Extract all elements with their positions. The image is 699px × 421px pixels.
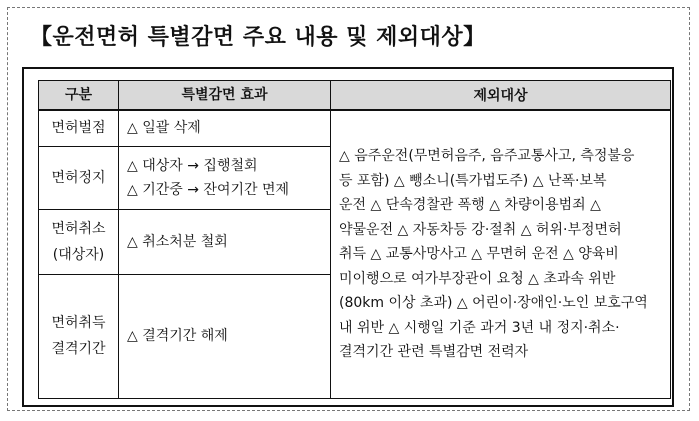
exclusion-line: 약물운전 △ 자동차등 강·절취 △ 허위·부정면허 [339, 221, 622, 238]
effect-text: △ 일괄 삭제 [127, 120, 201, 137]
exclusion-line: 내 위반 △ 시행일 기준 과거 3년 내 정지·취소· [339, 319, 620, 336]
row-effect [119, 209, 331, 274]
table-header-row [39, 81, 671, 111]
category-text: 면허취득 [51, 315, 106, 332]
special-reduction-table [38, 80, 671, 399]
exclusion-line: 등 포함) △ 뺑소니(특가법도주) △ 난폭·보복 [339, 172, 607, 189]
effect-text: △ 대상자 → 집행철회 [127, 157, 258, 174]
header-effect: 특별감면 효과 [119, 81, 331, 111]
row-category [39, 209, 119, 274]
exclusion-line: 미이행으로 여가부장관이 요청 △ 초과속 위반 [339, 270, 616, 287]
table-row [39, 110, 671, 146]
exclusion-line: 운전 △ 단속경찰관 폭행 △ 차량이용범죄 △ [339, 197, 601, 214]
row-category [39, 146, 119, 209]
exclusion-line: 취득 △ 교통사망사고 △ 무면허 운전 △ 양육비 [339, 246, 619, 263]
effect-text: △ 취소처분 철회 [127, 233, 228, 250]
exclusion-line: (80km 이상 초과) △ 어린이·장애인·노인 보호구역 [339, 295, 648, 312]
category-text: 면허벌점 [51, 120, 106, 137]
row-effect [119, 274, 331, 398]
header-exclusions: 제외대상 [331, 81, 671, 111]
effect-text: △ 결격기간 해제 [127, 328, 228, 345]
exclusion-line: 결격기간 관련 특별감면 전력자 [339, 344, 529, 361]
row-effect [119, 146, 331, 209]
category-text: 결격기간 [51, 341, 106, 358]
exclusions-cell [331, 110, 671, 399]
row-category [39, 110, 119, 146]
effect-text: △ 기간중 → 잔여기간 면제 [127, 181, 290, 198]
row-category [39, 274, 119, 398]
exclusion-line: △ 음주운전(무면허음주, 음주교통사고, 측정불응 [339, 148, 635, 165]
category-text: 면허취소 [51, 220, 106, 237]
category-text: 면허정지 [51, 169, 106, 186]
header-category: 구분 [39, 81, 119, 111]
page-title: 【운전면허 특별감면 주요 내용 및 제외대상】 [30, 25, 486, 50]
category-text: (대상자) [52, 246, 105, 263]
row-effect [119, 110, 331, 146]
